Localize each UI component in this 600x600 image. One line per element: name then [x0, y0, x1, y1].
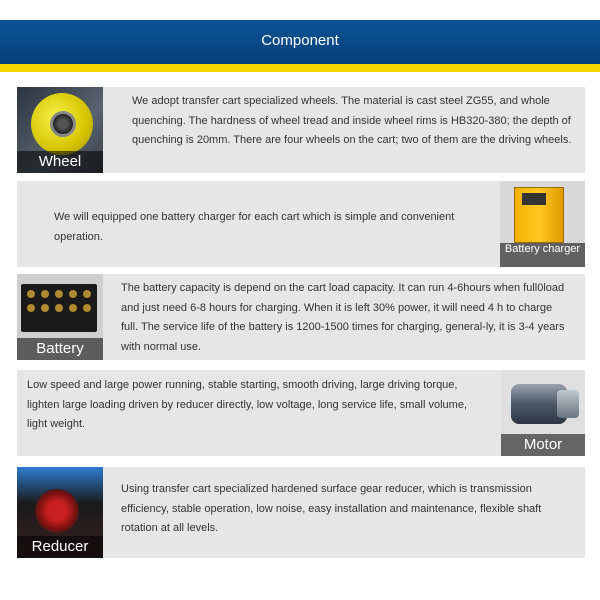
reducer-caption: Reducer: [17, 536, 103, 558]
component-row-reducer: [17, 467, 585, 558]
page-title: Component: [0, 20, 600, 64]
battery-caption: Battery: [17, 338, 103, 360]
motor-image: [501, 370, 585, 456]
reducer-description: Using transfer cart specialized hardened surface gear reducer, which is transmission efficiency, stable operation, low noise, easy installation and maintenance, flexible shaft rotation at all levels.: [121, 483, 542, 534]
charger-caption: Battery charger: [500, 243, 585, 267]
motor-caption: Motor: [501, 434, 585, 456]
wheel-caption: Wheel: [17, 151, 103, 173]
charger-description: We will equipped one battery charger for each cart which is simple and convenient operation.: [54, 211, 455, 243]
component-row-battery: [17, 274, 585, 360]
battery-image: [17, 274, 103, 360]
component-row-charger: [17, 181, 585, 267]
component-row-wheel: [17, 87, 585, 173]
battery-icon: [21, 284, 97, 332]
battery-charger-icon: [522, 193, 546, 205]
battery-description: The battery capacity is depend on the cart load capacity. It can run 4-6hours when full0load and just need 6-8 hours for charging. When it is left 30% power, it will need 4 h to charge full. The service life of the battery is 1200-1500 times for charging, general-ly, it is 3-4 years with normal use.: [121, 282, 565, 353]
wheel-description: We adopt transfer cart specialized wheels. The material is cast steel ZG55, and whole quenching. The hardness of wheel tread and inside wheel rims is HB320-380; the depth of quenching is 20mm. There are four wheels on the cart; two of them are the driving wheels.: [132, 95, 572, 146]
reducer-icon: [35, 489, 79, 533]
reducer-image: [17, 467, 103, 558]
motor-description: Low speed and large power running, stable starting, smooth driving, large driving torque, lighten large loading driven by reducer directly, low voltage, long service life, small volume, light weight.: [27, 379, 468, 430]
battery-charger-image: [500, 181, 585, 267]
header-stripe: [0, 64, 600, 72]
component-row-motor: [17, 370, 585, 456]
wheel-icon: [50, 111, 76, 137]
wheel-image: [17, 87, 103, 173]
